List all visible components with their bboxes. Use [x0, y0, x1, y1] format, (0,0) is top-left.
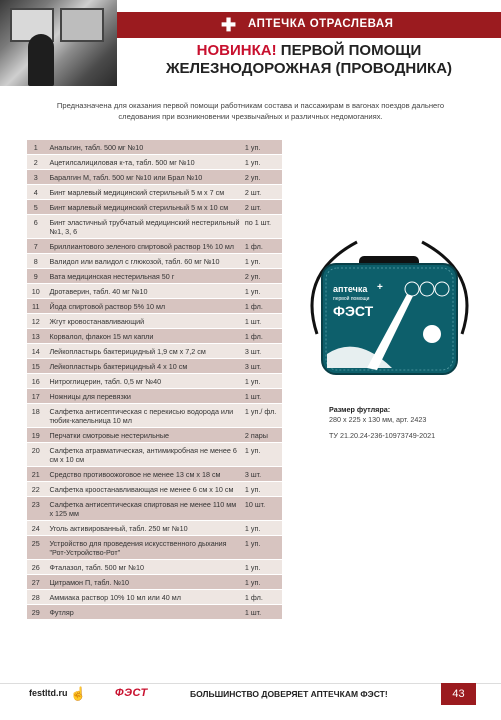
- item-qty: 1 шт.: [242, 389, 282, 403]
- item-number: 11: [27, 299, 44, 313]
- site-link[interactable]: festltd.ru: [29, 688, 68, 698]
- item-number: 16: [27, 374, 44, 388]
- item-name: Аммиака раствор 10% 10 мл или 40 мл: [44, 590, 241, 604]
- header: [0, 0, 501, 86]
- item-qty: 2 уп.: [242, 170, 282, 184]
- table-row: [27, 359, 282, 373]
- header-photo: [0, 0, 117, 86]
- item-name: Фталазол, табл. 500 мг №10: [44, 560, 241, 574]
- item-qty: 1 уп.: [242, 521, 282, 535]
- item-number: 23: [27, 497, 44, 520]
- item-name: Бинт марлевый медицинский стерильный 5 м х 7 см: [44, 185, 241, 199]
- item-number: 22: [27, 482, 44, 496]
- item-number: 13: [27, 329, 44, 343]
- item-qty: 1 уп.: [242, 443, 282, 466]
- table-row: [27, 536, 282, 559]
- item-name: Бриллиантового зеленого спиртовой раствор 1% 10 мл: [44, 239, 241, 253]
- item-number: 15: [27, 359, 44, 373]
- item-name: Устройство для проведения искусственного дыхания "Рот-Устройство-Рот": [44, 536, 241, 559]
- item-number: 21: [27, 467, 44, 481]
- table-row: [27, 254, 282, 268]
- item-name: Жгут кровостанавливающий: [44, 314, 241, 328]
- brand-logo: ФЭСТ: [115, 687, 148, 699]
- item-name: Лейкопластырь бактерицидный 1,9 см х 7,2 см: [44, 344, 241, 358]
- table-row: [27, 284, 282, 298]
- item-qty: 3 шт.: [242, 467, 282, 481]
- item-qty: 1 уп.: [242, 374, 282, 388]
- case-tu: ТУ 21.20.24-236-10973749-2021: [329, 431, 436, 440]
- item-qty: 2 шт.: [242, 185, 282, 199]
- item-name: Уголь активированный, табл. 250 мг №10: [44, 521, 241, 535]
- item-qty: 3 шт.: [242, 344, 282, 358]
- item-number: 18: [27, 404, 44, 427]
- item-qty: 1 уп.: [242, 155, 282, 169]
- bag-label-1: аптечка: [333, 284, 368, 294]
- item-number: 6: [27, 215, 44, 238]
- table-row: [27, 200, 282, 214]
- item-name: Салфетка антисептическая спиртовая не менее 110 мм х 125 мм: [44, 497, 241, 520]
- hand-pointer-icon: ☝: [70, 686, 87, 701]
- item-number: 12: [27, 314, 44, 328]
- table-row: [27, 185, 282, 199]
- page-number: 43: [441, 683, 476, 705]
- table-row: [27, 389, 282, 403]
- case-size-value: 280 х 225 х 130 мм, арт. 2423: [329, 415, 427, 424]
- table-row: [27, 575, 282, 589]
- table-row: [27, 170, 282, 184]
- item-number: 2: [27, 155, 44, 169]
- items-table: [27, 139, 282, 620]
- bag-label-2: первой помощи: [333, 296, 370, 302]
- item-name: Ножницы для перевязки: [44, 389, 241, 403]
- svg-text:+: +: [377, 282, 383, 293]
- item-number: 4: [27, 185, 44, 199]
- item-name: Корвалол, флакон 15 мл капли: [44, 329, 241, 343]
- case-caption: [329, 405, 435, 441]
- table-row: [27, 314, 282, 328]
- page-title-line1: [117, 42, 501, 59]
- item-qty: 1 фл.: [242, 590, 282, 604]
- item-name: Средство противоожоговое не менее 13 см х 18 см: [44, 467, 241, 481]
- item-qty: по 1 шт.: [242, 215, 282, 238]
- table-row: [27, 605, 282, 619]
- item-name: Йода спиртовой раствор 5% 10 мл: [44, 299, 241, 313]
- bag-brand: ФЭСТ: [333, 303, 374, 319]
- title-rest: ПЕРВОЙ ПОМОЩИ: [280, 42, 422, 59]
- item-number: 20: [27, 443, 44, 466]
- item-qty: 1 уп.: [242, 482, 282, 496]
- table-row: [27, 521, 282, 535]
- item-name: Бинт эластичный трубчатый медицинский нестерильный №1, 3, 6: [44, 215, 241, 238]
- page-title-line2: ЖЕЛЕЗНОДОРОЖНАЯ (ПРОВОДНИКА): [165, 60, 453, 77]
- table-row: [27, 404, 282, 427]
- table-row: [27, 467, 282, 481]
- intro-text: Предназначена для оказания первой помощи работникам состава и пассажирам в вагонах поездов дальнего следования при возникновении чрезвычайных и различных недомоганиях.: [56, 101, 445, 121]
- table-row: [27, 239, 282, 253]
- table-row: [27, 269, 282, 283]
- item-qty: 2 шт.: [242, 200, 282, 214]
- item-name: Салфетка кроостанавливающая не менее 6 см х 10 см: [44, 482, 241, 496]
- table-row: [27, 482, 282, 496]
- item-number: 9: [27, 269, 44, 283]
- item-name: Лейкопластырь бактерицидный 4 х 10 см: [44, 359, 241, 373]
- item-name: Дротаверин, табл. 40 мг №10: [44, 284, 241, 298]
- item-name: Перчатки смотровые нестерильные: [44, 428, 241, 442]
- title-new: НОВИНКА!: [196, 42, 277, 59]
- first-aid-bag-image: [297, 234, 482, 396]
- item-name: Бинт марлевый медицинский стерильный 5 м х 10 см: [44, 200, 241, 214]
- item-number: 26: [27, 560, 44, 574]
- item-name: Баралгин М, табл. 500 мг №10 или Брал №10: [44, 170, 241, 184]
- item-name: Валидол или валидол с глюкозой, табл. 60 мг №10: [44, 254, 241, 268]
- item-name: Нитроглицерин, табл. 0,5 мг №40: [44, 374, 241, 388]
- item-qty: 10 шт.: [242, 497, 282, 520]
- item-name: Цитрамон П, табл. №10: [44, 575, 241, 589]
- item-qty: 1 уп.: [242, 254, 282, 268]
- item-number: 14: [27, 344, 44, 358]
- item-name: Вата медицинская нестерильная 50 г: [44, 269, 241, 283]
- table-row: [27, 344, 282, 358]
- table-row: [27, 443, 282, 466]
- table-row: [27, 374, 282, 388]
- item-number: 3: [27, 170, 44, 184]
- section-label: АПТЕЧКА ОТРАСЛЕВАЯ: [248, 18, 394, 30]
- item-qty: 2 уп.: [242, 269, 282, 283]
- item-number: 25: [27, 536, 44, 559]
- item-number: 27: [27, 575, 44, 589]
- item-qty: 3 шт.: [242, 359, 282, 373]
- item-number: 1: [27, 140, 44, 154]
- item-name: Анальгин, табл. 500 мг №10: [44, 140, 241, 154]
- item-qty: 1 шт.: [242, 314, 282, 328]
- item-qty: 1 уп.: [242, 536, 282, 559]
- item-name: Салфетка антисептическая с перекисью водорода или тюбик-капельница 10 мл: [44, 404, 241, 427]
- item-number: 5: [27, 200, 44, 214]
- item-number: 29: [27, 605, 44, 619]
- item-qty: 1 фл.: [242, 299, 282, 313]
- table-row: [27, 299, 282, 313]
- item-number: 19: [27, 428, 44, 442]
- case-size-label: Размер футляра:: [329, 405, 391, 414]
- item-name: Ацетилсалициловая к-та, табл. 500 мг №10: [44, 155, 241, 169]
- footer-slogan: БОЛЬШИНСТВО ДОВЕРЯЕТ АПТЕЧКАМ ФЭСТ!: [190, 689, 388, 699]
- item-number: 7: [27, 239, 44, 253]
- table-row: [27, 428, 282, 442]
- item-qty: 1 уп./ фл.: [242, 404, 282, 427]
- table-row: [27, 329, 282, 343]
- item-qty: 1 шт.: [242, 605, 282, 619]
- item-qty: 1 уп.: [242, 560, 282, 574]
- item-number: 8: [27, 254, 44, 268]
- table-row: [27, 215, 282, 238]
- item-qty: 1 уп.: [242, 575, 282, 589]
- item-name: Футляр: [44, 605, 241, 619]
- item-qty: 1 фл.: [242, 239, 282, 253]
- item-qty: 1 уп.: [242, 140, 282, 154]
- item-qty: 1 фл.: [242, 329, 282, 343]
- item-number: 17: [27, 389, 44, 403]
- table-row: [27, 497, 282, 520]
- table-row: [27, 560, 282, 574]
- table-row: [27, 155, 282, 169]
- plus-icon: ✚: [221, 15, 237, 35]
- item-qty: 2 пары: [242, 428, 282, 442]
- item-name: Салфетка атравматическая, антимикробная не менее 6 см х 10 см: [44, 443, 241, 466]
- item-number: 10: [27, 284, 44, 298]
- table-row: [27, 590, 282, 604]
- table-row: [27, 140, 282, 154]
- item-qty: 1 уп.: [242, 284, 282, 298]
- item-number: 28: [27, 590, 44, 604]
- item-number: 24: [27, 521, 44, 535]
